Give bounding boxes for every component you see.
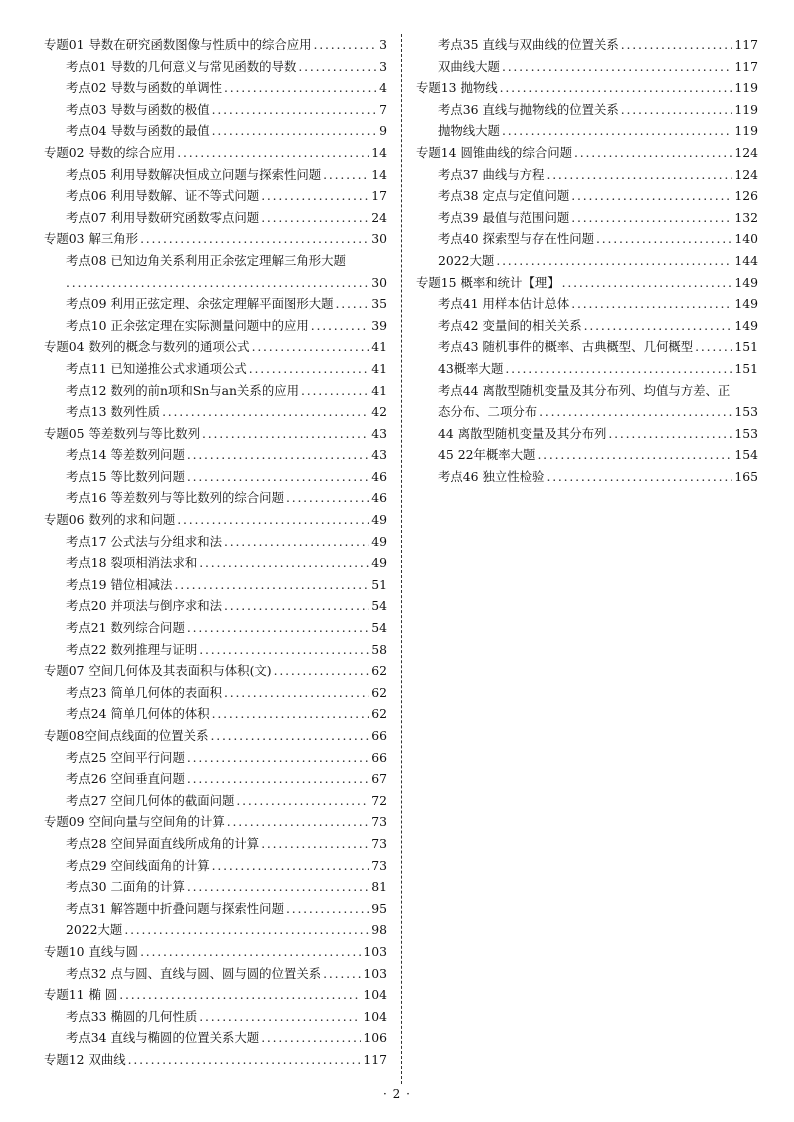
toc-page-number: 46 — [371, 468, 387, 484]
dot-leader — [261, 207, 369, 229]
toc-entry-title: 考点04 导数与函数的最值 — [66, 123, 210, 139]
toc-section-entry[interactable] — [416, 120, 758, 142]
toc-entry-title: 45 22年概率大题 — [438, 447, 536, 463]
toc-page-number: 73 — [371, 814, 387, 830]
toc-page-number: 165 — [734, 468, 758, 484]
toc-chapter-entry[interactable] — [44, 941, 387, 963]
toc-section-entry[interactable] — [44, 250, 387, 293]
toc-entry-title: 专题09 空间向量与空间角的计算 — [44, 814, 225, 830]
toc-section-entry[interactable] — [44, 358, 387, 380]
toc-entry-title: 考点10 正余弦定理在实际测量问题中的应用 — [66, 317, 309, 333]
dot-leader — [174, 574, 369, 596]
dot-leader — [621, 34, 733, 56]
toc-section-entry[interactable] — [416, 164, 758, 186]
toc-page-number: 153 — [734, 425, 758, 441]
dot-leader — [187, 747, 369, 769]
toc-page-number: 62 — [371, 663, 387, 679]
dot-leader — [261, 185, 369, 207]
toc-page-number: 117 — [734, 37, 758, 52]
toc-page-number: 9 — [379, 123, 387, 139]
toc-entry-title: 考点26 空间垂直问题 — [66, 771, 185, 787]
dot-leader — [311, 315, 369, 337]
dot-leader — [249, 358, 369, 380]
dot-leader — [274, 660, 370, 682]
toc-page-number: 104 — [363, 1008, 387, 1024]
toc-entry-title: 考点20 并项法与倒序求和法 — [66, 598, 223, 614]
dot-leader — [298, 56, 377, 78]
toc-page-number: 4 — [379, 80, 387, 96]
toc-page-number: 140 — [734, 231, 758, 247]
page-number: · 2 · — [383, 1087, 411, 1101]
toc-section-entry[interactable] — [44, 963, 387, 985]
toc-chapter-entry[interactable] — [416, 77, 758, 99]
toc-page-number: 42 — [371, 404, 387, 420]
dot-leader — [236, 790, 369, 812]
toc-entry-title: 双曲线大题 — [438, 58, 500, 74]
toc-section-entry[interactable] — [416, 207, 758, 229]
dot-leader — [571, 293, 732, 315]
toc-section-entry[interactable] — [416, 293, 758, 315]
dot-leader — [502, 56, 732, 78]
dot-leader — [212, 120, 377, 142]
dot-leader — [227, 811, 369, 833]
dot-leader — [124, 919, 369, 941]
toc-chapter-entry[interactable] — [44, 811, 387, 833]
dot-leader — [140, 941, 361, 963]
toc-section-entry[interactable] — [44, 639, 387, 661]
toc-section-entry[interactable] — [416, 423, 758, 445]
dot-leader — [224, 682, 369, 704]
toc-page-number: 67 — [371, 771, 387, 787]
dot-leader — [571, 185, 732, 207]
toc-entry-title: 考点24 简单几何体的体积 — [66, 706, 210, 722]
dot-leader — [177, 142, 369, 164]
toc-entry-title: 2022大题 — [66, 922, 123, 938]
toc-section-entry[interactable] — [44, 747, 387, 769]
toc-page-number: 43 — [371, 425, 387, 441]
dot-leader — [212, 99, 377, 121]
toc-entry-title: 考点05 利用导数解决恒成立问题与探索性问题 — [66, 166, 322, 182]
toc-entry-title: 抛物线大题 — [438, 123, 500, 139]
toc-section-entry[interactable] — [44, 855, 387, 877]
toc-right-column — [416, 34, 758, 487]
toc-entry-title: 考点09 利用正弦定理、余弦定理解平面图形大题 — [66, 296, 334, 312]
toc-section-entry[interactable] — [44, 919, 387, 941]
dot-leader — [162, 401, 369, 423]
toc-entry-title: 考点19 错位相减法 — [66, 576, 173, 592]
dot-leader — [301, 380, 369, 402]
dot-leader — [128, 1049, 362, 1071]
toc-page-number: 54 — [371, 620, 387, 636]
toc-chapter-entry[interactable] — [44, 423, 387, 445]
toc-page-number: 14 — [371, 144, 387, 160]
toc-page-number: 117 — [363, 1051, 387, 1067]
toc-page-number: 41 — [371, 360, 387, 376]
toc-section-entry[interactable] — [44, 703, 387, 725]
dot-leader — [187, 444, 369, 466]
toc-entry-title: 考点38 定点与定值问题 — [438, 188, 570, 204]
dot-leader — [336, 293, 370, 315]
toc-page-number: 54 — [371, 598, 387, 614]
toc-section-entry[interactable] — [416, 56, 758, 78]
toc-entry-title: 专题01 导数在研究函数图像与性质中的综合应用 — [44, 37, 312, 52]
toc-section-entry[interactable] — [44, 876, 387, 898]
toc-page-number: 24 — [371, 209, 387, 225]
dot-leader — [562, 272, 733, 294]
toc-section-entry[interactable] — [44, 898, 387, 920]
toc-section-entry[interactable] — [44, 99, 387, 121]
toc-chapter-entry[interactable] — [44, 142, 387, 164]
toc-section-entry[interactable] — [44, 293, 387, 315]
toc-page-number: 35 — [371, 296, 387, 312]
toc-entry-title: 考点23 简单几何体的表面积 — [66, 684, 223, 700]
toc-entry-title: 考点18 裂项相消法求和 — [66, 555, 198, 571]
toc-entry-title: 专题14 圆锥曲线的综合问题 — [416, 144, 573, 160]
dot-leader — [252, 336, 370, 358]
toc-page-number: 7 — [379, 101, 387, 117]
toc-chapter-entry[interactable] — [44, 228, 387, 250]
toc-section-entry[interactable] — [44, 574, 387, 596]
toc-page-number: 104 — [363, 987, 387, 1003]
toc-section-entry[interactable] — [44, 315, 387, 337]
toc-entry-title: 考点42 变量间的相关关系 — [438, 317, 582, 333]
dot-leader — [212, 855, 370, 877]
dot-leader — [621, 99, 733, 121]
toc-page-number: 95 — [371, 900, 387, 916]
toc-chapter-entry[interactable] — [44, 660, 387, 682]
dot-leader — [224, 77, 377, 99]
dot-leader — [210, 725, 369, 747]
dot-leader — [177, 509, 369, 531]
toc-page-number: 41 — [371, 382, 387, 398]
toc-page-number: 49 — [371, 533, 387, 549]
toc-entry-title: 考点34 直线与椭圆的位置关系大题 — [66, 1030, 260, 1046]
toc-page-number: 73 — [371, 835, 387, 851]
toc-entry-title: 考点41 用样本估计总体 — [438, 296, 570, 312]
toc-entry-title: 专题02 导数的综合应用 — [44, 144, 176, 160]
toc-entry-title: 考点30 二面角的计算 — [66, 879, 185, 895]
dot-leader — [546, 466, 732, 488]
toc-chapter-entry[interactable] — [44, 984, 387, 1006]
toc-page-number: 62 — [371, 684, 387, 700]
dot-leader — [537, 444, 732, 466]
toc-page-number: 73 — [371, 857, 387, 873]
toc-section-entry[interactable] — [44, 487, 387, 509]
toc-entry-title: 考点08 已知边角关系利用正余弦定理解三角形大题 — [66, 252, 346, 268]
dot-leader — [199, 1006, 361, 1028]
toc-section-entry[interactable] — [416, 358, 758, 380]
toc-page-number: 14 — [371, 166, 387, 182]
toc-entry-title: 考点29 空间线面角的计算 — [66, 857, 210, 873]
toc-section-entry[interactable] — [44, 401, 387, 423]
dot-leader — [500, 77, 733, 99]
toc-page-number: 151 — [734, 360, 758, 376]
toc-page-number: 119 — [734, 80, 758, 96]
toc-entry-title: 专题12 双曲线 — [44, 1051, 126, 1067]
toc-section-entry[interactable] — [44, 531, 387, 553]
toc-page-number: 49 — [371, 555, 387, 571]
toc-section-entry[interactable] — [44, 595, 387, 617]
toc-entry-title: 考点06 利用导数解、证不等式问题 — [66, 188, 260, 204]
toc-entry-title: 专题03 解三角形 — [44, 231, 139, 247]
toc-section-entry[interactable] — [416, 336, 758, 358]
toc-page-number: 144 — [734, 252, 758, 268]
dot-leader — [224, 531, 369, 553]
toc-entry-title-cont: 态分布、二项分布 — [438, 404, 538, 420]
toc-entry-title: 考点12 数列的前n项和Sn与an关系的应用 — [66, 382, 299, 398]
dot-leader — [187, 768, 369, 790]
toc-entry-title: 考点33 椭圆的几何性质 — [66, 1008, 198, 1024]
toc-section-entry[interactable] — [44, 185, 387, 207]
toc-entry-title: 专题08空间点线面的位置关系 — [44, 728, 209, 743]
toc-entry-title: 专题11 椭 圆 — [44, 987, 118, 1003]
toc-entry-title: 考点40 探索型与存在性问题 — [438, 231, 595, 247]
toc-page-number: 62 — [371, 706, 387, 722]
toc-section-entry[interactable] — [44, 466, 387, 488]
toc-section-entry[interactable] — [44, 768, 387, 790]
dot-leader — [187, 876, 369, 898]
toc-page-number: 66 — [371, 749, 387, 765]
toc-section-entry[interactable] — [416, 380, 758, 423]
toc-chapter-entry[interactable] — [44, 725, 387, 747]
dot-leader — [187, 466, 369, 488]
toc-entry-title: 考点35 直线与双曲线的位置关系 — [438, 37, 619, 52]
dot-leader — [496, 250, 732, 272]
toc-chapter-entry[interactable] — [44, 509, 387, 531]
toc-page-number: 103 — [363, 943, 387, 959]
toc-section-entry[interactable] — [44, 617, 387, 639]
dot-leader — [539, 401, 732, 423]
toc-entry-title: 考点39 最值与范围问题 — [438, 209, 570, 225]
dot-leader — [574, 142, 732, 164]
toc-page-number: 124 — [734, 144, 758, 160]
toc-page-number: 153 — [734, 404, 758, 420]
toc-page-number: 149 — [734, 274, 758, 290]
toc-left-column — [44, 34, 387, 1071]
toc-page-number: 46 — [371, 490, 387, 506]
toc-section-entry[interactable] — [416, 99, 758, 121]
toc-section-entry[interactable] — [44, 444, 387, 466]
toc-section-entry[interactable] — [44, 77, 387, 99]
toc-entry-title: 专题07 空间几何体及其表面积与体积(文) — [44, 663, 272, 679]
toc-entry-title: 考点03 导数与函数的极值 — [66, 101, 210, 117]
toc-page-number: 151 — [734, 339, 758, 355]
toc-entry-title: 考点11 已知递推公式求通项公式 — [66, 360, 247, 376]
toc-entry-title: 考点32 点与圆、直线与圆、圆与圆的位置关系 — [66, 965, 322, 981]
toc-page-number: 81 — [371, 879, 387, 895]
toc-entry-title: 考点27 空间几何体的截面问题 — [66, 792, 235, 808]
toc-page-number: 66 — [371, 728, 387, 743]
toc-entry-title: 专题05 等差数列与等比数列 — [44, 425, 201, 441]
toc-entry-title: 考点37 曲线与方程 — [438, 166, 545, 182]
toc-section-entry[interactable] — [416, 444, 758, 466]
dot-leader — [199, 552, 369, 574]
toc-section-entry[interactable] — [416, 34, 758, 56]
dot-leader — [695, 336, 732, 358]
toc-page-number: 103 — [363, 965, 387, 981]
toc-page-number: 72 — [371, 792, 387, 808]
toc-entry-title: 考点17 公式法与分组求和法 — [66, 533, 223, 549]
toc-entry-title: 专题15 概率和统计【理】 — [416, 274, 560, 290]
toc-page-number: 3 — [379, 37, 387, 52]
toc-page-number: 3 — [379, 58, 387, 74]
toc-section-entry[interactable] — [44, 120, 387, 142]
dot-leader — [261, 1027, 361, 1049]
toc-page-number: 30 — [371, 274, 387, 290]
dot-leader — [314, 34, 378, 56]
toc-entry-title: 考点02 导数与函数的单调性 — [66, 80, 223, 96]
toc-page-number: 17 — [371, 188, 387, 204]
dot-leader — [224, 595, 369, 617]
dot-leader — [546, 164, 732, 186]
toc-chapter-entry[interactable] — [44, 1049, 387, 1071]
toc-entry-title: 考点14 等差数列问题 — [66, 447, 185, 463]
toc-page-number: 149 — [734, 296, 758, 312]
toc-section-entry[interactable] — [416, 466, 758, 488]
column-divider — [401, 34, 402, 1084]
dot-leader — [119, 984, 361, 1006]
toc-section-entry[interactable] — [416, 250, 758, 272]
dot-leader — [187, 617, 369, 639]
dot-leader — [323, 164, 369, 186]
toc-section-entry[interactable] — [44, 164, 387, 186]
toc-section-entry[interactable] — [44, 207, 387, 229]
toc-entry-title: 考点13 数列性质 — [66, 404, 161, 420]
dot-leader — [199, 639, 369, 661]
dot-leader — [261, 833, 369, 855]
toc-page-number: 39 — [371, 317, 387, 333]
dot-leader — [571, 207, 732, 229]
toc-page-number: 119 — [734, 101, 758, 117]
toc-entry-title: 考点43 随机事件的概率、古典概型、几何概型 — [438, 339, 694, 355]
toc-entry-title: 专题13 抛物线 — [416, 80, 498, 96]
toc-entry-title: 专题04 数列的概念与数列的通项公式 — [44, 339, 250, 355]
dot-leader — [596, 228, 732, 250]
toc-page-number: 41 — [371, 339, 387, 355]
toc-page-number: 106 — [363, 1030, 387, 1046]
toc-section-entry[interactable] — [44, 833, 387, 855]
toc-entry-title: 考点36 直线与抛物线的位置关系 — [438, 101, 619, 117]
toc-section-entry[interactable] — [44, 552, 387, 574]
toc-page-number: 124 — [734, 166, 758, 182]
dot-leader — [212, 703, 370, 725]
toc-page-number: 119 — [734, 123, 758, 139]
toc-entry-title: 考点44 离散型随机变量及其分布列、均值与方差、正 — [438, 382, 731, 398]
toc-chapter-entry[interactable] — [416, 272, 758, 294]
toc-page-number: 154 — [734, 447, 758, 463]
toc-section-entry[interactable] — [416, 315, 758, 337]
toc-entry-title: 2022大题 — [438, 252, 495, 268]
toc-page-number: 98 — [371, 922, 387, 938]
toc-page-number: 117 — [734, 58, 758, 74]
toc-entry-title: 专题06 数列的求和问题 — [44, 512, 176, 528]
toc-section-entry[interactable] — [44, 380, 387, 402]
toc-entry-title: 考点16 等差数列与等比数列的综合问题 — [66, 490, 284, 506]
toc-entry-title: 考点25 空间平行问题 — [66, 749, 185, 765]
toc-section-entry[interactable] — [44, 1027, 387, 1049]
toc-page-number: 126 — [734, 188, 758, 204]
dot-leader — [505, 358, 732, 380]
toc-section-entry[interactable] — [44, 56, 387, 78]
dot-leader — [140, 228, 369, 250]
dot-leader — [502, 120, 732, 142]
dot-leader — [584, 315, 733, 337]
toc-section-entry[interactable] — [44, 682, 387, 704]
toc-entry-title: 43概率大题 — [438, 360, 504, 376]
dot-leader — [608, 423, 732, 445]
toc-entry-title: 考点15 等比数列问题 — [66, 468, 185, 484]
toc-entry-title: 考点46 独立性检验 — [438, 468, 545, 484]
dot-leader — [202, 423, 369, 445]
toc-section-entry[interactable] — [44, 790, 387, 812]
dot-leader — [66, 272, 369, 294]
toc-section-entry[interactable] — [44, 1006, 387, 1028]
toc-page-number: 43 — [371, 447, 387, 463]
toc-entry-title: 44 离散型随机变量及其分布列 — [438, 425, 607, 441]
toc-entry-title: 考点07 利用导数研究函数零点问题 — [66, 209, 260, 225]
dot-leader — [286, 898, 369, 920]
toc-entry-title: 专题10 直线与圆 — [44, 943, 139, 959]
toc-page-number: 51 — [371, 576, 387, 592]
toc-chapter-entry[interactable] — [44, 336, 387, 358]
toc-page-number: 30 — [371, 231, 387, 247]
toc-entry-title: 考点01 导数的几何意义与常见函数的导数 — [66, 58, 297, 74]
toc-page-number: 49 — [371, 512, 387, 528]
toc-entry-title: 考点31 解答题中折叠问题与探索性问题 — [66, 900, 284, 916]
toc-chapter-entry[interactable] — [416, 142, 758, 164]
toc-page-number: 149 — [734, 317, 758, 333]
dot-leader — [286, 487, 369, 509]
toc-entry-title: 考点21 数列综合问题 — [66, 620, 185, 636]
toc-page-number: 58 — [371, 641, 387, 657]
toc-entry-title: 考点22 数列推理与证明 — [66, 641, 198, 657]
toc-section-entry[interactable] — [416, 228, 758, 250]
dot-leader — [323, 963, 361, 985]
toc-page-number: 132 — [734, 209, 758, 225]
toc-chapter-entry[interactable] — [44, 34, 387, 56]
toc-entry-title: 考点28 空间异面直线所成角的计算 — [66, 835, 260, 851]
toc-section-entry[interactable] — [416, 185, 758, 207]
